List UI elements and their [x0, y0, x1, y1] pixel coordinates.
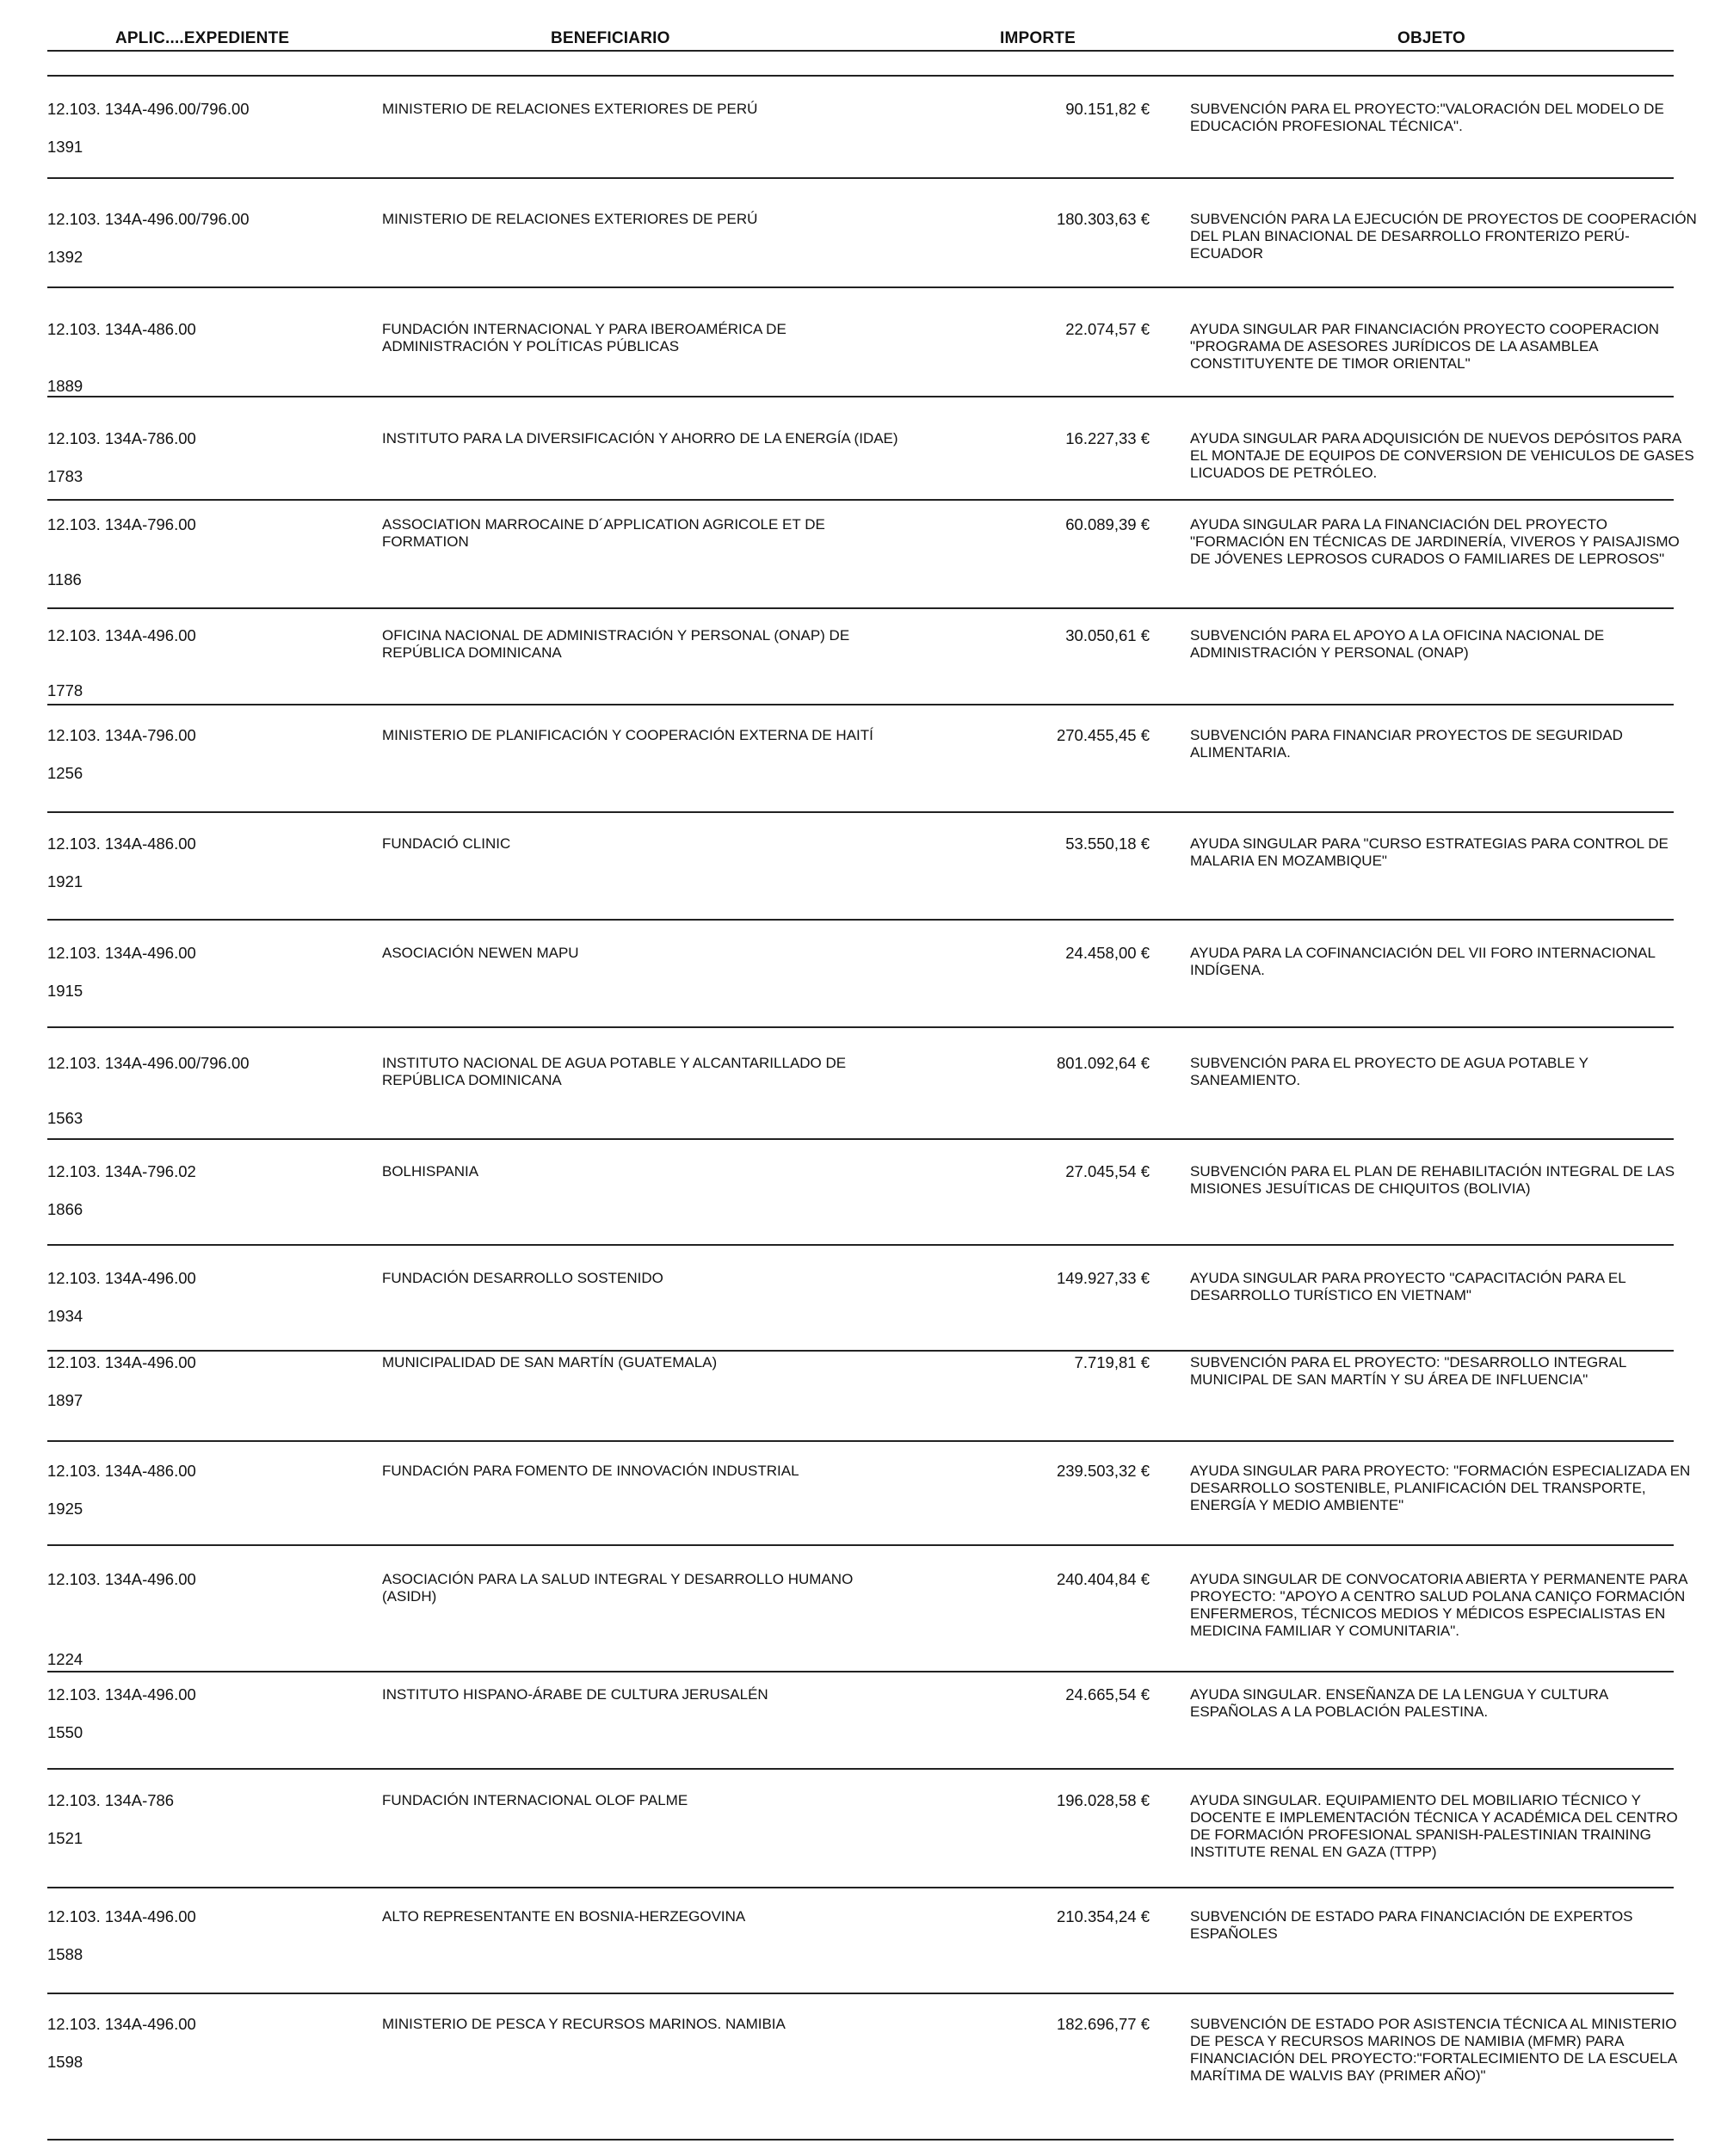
aplicacion-cell: 12.103. 134A-496.00 [47, 1685, 196, 1703]
header-top-rule [47, 50, 1674, 52]
header-bottom-rule [47, 75, 1674, 77]
objeto-cell: SUBVENCIÓN PARA EL PROYECTO: "DESARROLLO INTEGRAL MUNICIPAL DE SAN MARTÍN Y SU ÁREA DE INFLUENCIA" [1190, 1354, 1626, 1388]
objeto-cell: SUBVENCIÓN PARA EL PROYECTO DE AGUA POTABLE Y SANEAMIENTO. [1190, 1055, 1588, 1088]
expediente-cell: 1778 [47, 681, 83, 699]
aplicacion-cell: 12.103. 134A-496.00 [47, 1269, 196, 1287]
objeto-cell: SUBVENCIÓN PARA EL APOYO A LA OFICINA NACIONAL DE ADMINISTRACIÓN Y PERSONAL (ONAP) [1190, 627, 1605, 661]
importe-cell: 196.028,58 € [1056, 1791, 1150, 1809]
aplicacion-cell: 12.103. 134A-786 [47, 1791, 175, 1809]
beneficiario-cell: FUNDACIÓ CLINIC [382, 835, 511, 852]
row-separator [47, 919, 1674, 921]
importe-cell: 53.550,18 € [1065, 835, 1150, 853]
aplicacion-cell: 12.103. 134A-496.00/796.00 [47, 1054, 250, 1072]
objeto-cell: SUBVENCIÓN PARA FINANCIAR PROYECTOS DE SEGURIDAD ALIMENTARIA. [1190, 727, 1623, 761]
beneficiario-cell: MUNICIPALIDAD DE SAN MARTÍN (GUATEMALA) [382, 1354, 718, 1371]
importe-cell: 24.665,54 € [1065, 1685, 1150, 1703]
aplicacion-cell: 12.103. 134A-496.00 [47, 1570, 196, 1588]
importe-cell: 30.050,61 € [1065, 626, 1150, 644]
expediente-cell: 1921 [47, 872, 83, 890]
expediente-cell: 1897 [47, 1391, 83, 1409]
beneficiario-cell: OFICINA NACIONAL DE ADMINISTRACIÓN Y PERSONAL (ONAP) DE REPÚBLICA DOMINICANA [382, 627, 850, 661]
aplicacion-cell: 12.103. 134A-486.00 [47, 1462, 196, 1480]
beneficiario-cell: ASOCIACIÓN NEWEN MAPU [382, 945, 579, 961]
objeto-cell: AYUDA PARA LA COFINANCIACIÓN DEL VII FORO INTERNACIONAL INDÍGENA. [1190, 945, 1656, 978]
row-separator [47, 499, 1674, 501]
beneficiario-cell: BOLHISPANIA [382, 1163, 479, 1180]
header-aplic: APLIC....EXPEDIENTE [115, 29, 290, 47]
expediente-cell: 1915 [47, 982, 83, 1000]
objeto-cell: SUBVENCIÓN PARA LA EJECUCIÓN DE PROYECTOS DE COOPERACIÓN DEL PLAN BINACIONAL DE DESARROLLO FRONTERIZO PERÚ-ECUADOR [1190, 211, 1697, 262]
expediente-cell: 1392 [47, 248, 83, 266]
objeto-cell: AYUDA SINGULAR PARA "CURSO ESTRATEGIAS PARA CONTROL DE MALARIA EN MOZAMBIQUE" [1190, 835, 1669, 869]
row-separator [47, 704, 1674, 705]
header-beneficiario: BENEFICIARIO [551, 29, 670, 47]
aplicacion-cell: 12.103. 134A-496.00/796.00 [47, 100, 250, 118]
row-separator [47, 177, 1674, 179]
importe-cell: 801.092,64 € [1056, 1054, 1150, 1072]
aplicacion-cell: 12.103. 134A-496.00 [47, 2015, 196, 2033]
beneficiario-cell: ASSOCIATION MARROCAINE D´APPLICATION AGRICOLE ET DE FORMATION [382, 516, 825, 550]
header-importe: IMPORTE [1000, 29, 1076, 47]
beneficiario-cell: FUNDACIÓN INTERNACIONAL OLOF PALME [382, 1792, 688, 1808]
importe-cell: 27.045,54 € [1065, 1162, 1150, 1180]
expediente-cell: 1186 [47, 570, 82, 588]
row-separator [47, 1138, 1674, 1140]
beneficiario-cell: FUNDACIÓN PARA FOMENTO DE INNOVACIÓN INDUSTRIAL [382, 1463, 799, 1479]
importe-cell: 210.354,24 € [1056, 1907, 1150, 1925]
expediente-cell: 1783 [47, 467, 83, 485]
beneficiario-cell: FUNDACIÓN INTERNACIONAL Y PARA IBEROAMÉRICA DE ADMINISTRACIÓN Y POLÍTICAS PÚBLICAS [382, 321, 786, 354]
beneficiario-cell: INSTITUTO PARA LA DIVERSIFICACIÓN Y AHORRO DE LA ENERGÍA (IDAE) [382, 430, 898, 447]
objeto-cell: AYUDA SINGULAR DE CONVOCATORIA ABIERTA Y PERMANENTE PARA PROYECTO: "APOYO A CENTRO SALUD POLANA CANIÇO FORMACIÓN ENFERMEROS, TÉCNICOS MEDIOS Y MÉDICOS ESPECIALISTAS EN MEDICINA FAMILIAR Y COMUNITARIA". [1190, 1571, 1687, 1639]
row-separator [47, 1244, 1674, 1246]
beneficiario-cell: ASOCIACIÓN PARA LA SALUD INTEGRAL Y DESARROLLO HUMANO (ASIDH) [382, 1571, 854, 1605]
importe-cell: 16.227,33 € [1065, 429, 1150, 447]
expediente-cell: 1934 [47, 1307, 83, 1325]
objeto-cell: AYUDA SINGULAR PAR FINANCIACIÓN PROYECTO COOPERACION "PROGRAMA DE ASESORES JURÍDICOS DE LA ASAMBLEA CONSTITUYENTE DE TIMOR ORIENTAL" [1190, 321, 1660, 372]
beneficiario-cell: INSTITUTO NACIONAL DE AGUA POTABLE Y ALCANTARILLADO DE REPÚBLICA DOMINICANA [382, 1055, 847, 1088]
expediente-cell: 1224 [47, 1650, 83, 1668]
importe-cell: 24.458,00 € [1065, 944, 1150, 962]
expediente-cell: 1521 [47, 1829, 83, 1847]
aplicacion-cell: 12.103. 134A-796.00 [47, 515, 196, 533]
beneficiario-cell: ALTO REPRESENTANTE EN BOSNIA-HERZEGOVINA [382, 1908, 746, 1925]
row-separator [47, 1440, 1674, 1442]
importe-cell: 182.696,77 € [1056, 2015, 1150, 2033]
beneficiario-cell: MINISTERIO DE PLANIFICACIÓN Y COOPERACIÓN EXTERNA DE HAITÍ [382, 727, 873, 743]
aplicacion-cell: 12.103. 134A-496.00 [47, 1353, 196, 1371]
objeto-cell: AYUDA SINGULAR PARA PROYECTO "CAPACITACIÓN PARA EL DESARROLLO TURÍSTICO EN VIETNAM" [1190, 1270, 1626, 1303]
importe-cell: 22.074,57 € [1065, 320, 1150, 338]
expediente-cell: 1889 [47, 377, 83, 395]
aplicacion-cell: 12.103. 134A-786.00 [47, 429, 196, 447]
objeto-cell: AYUDA SINGULAR PARA PROYECTO: "FORMACIÓN ESPECIALIZADA EN DESARROLLO SOSTENIBLE, PLANIFICACIÓN DEL TRANSPORTE, ENERGÍA Y MEDIO AMBIENTE" [1190, 1463, 1691, 1513]
expediente-cell: 1925 [47, 1500, 83, 1518]
row-separator [47, 396, 1674, 397]
importe-cell: 239.503,32 € [1056, 1462, 1150, 1480]
expediente-cell: 1550 [47, 1723, 83, 1741]
aplicacion-cell: 12.103. 134A-796.02 [47, 1162, 196, 1180]
row-separator [47, 1887, 1674, 1888]
aplicacion-cell: 12.103. 134A-496.00 [47, 626, 196, 644]
importe-cell: 90.151,82 € [1065, 100, 1150, 118]
importe-cell: 240.404,84 € [1056, 1570, 1150, 1588]
objeto-cell: SUBVENCIÓN DE ESTADO PARA FINANCIACIÓN DE EXPERTOS ESPAÑOLES [1190, 1908, 1633, 1942]
expediente-cell: 1598 [47, 2053, 83, 2071]
objeto-cell: AYUDA SINGULAR PARA LA FINANCIACIÓN DEL PROYECTO "FORMACIÓN EN TÉCNICAS DE JARDINERÍA, VIVEROS Y PAISAJISMO DE JÓVENES LEPROSOS CURADOS O FAMILIARES DE LEPROSOS" [1190, 516, 1680, 567]
row-separator [47, 607, 1674, 609]
aplicacion-cell: 12.103. 134A-796.00 [47, 726, 196, 744]
aplicacion-cell: 12.103. 134A-496.00/796.00 [47, 210, 250, 228]
aplicacion-cell: 12.103. 134A-496.00 [47, 944, 196, 962]
beneficiario-cell: MINISTERIO DE RELACIONES EXTERIORES DE PERÚ [382, 211, 758, 227]
objeto-cell: AYUDA SINGULAR. EQUIPAMIENTO DEL MOBILIARIO TÉCNICO Y DOCENTE E IMPLEMENTACIÓN TÉCNICA Y ACADÉMICA DEL CENTRO DE FORMACIÓN PROFESIONAL SPANISH-PALESTINIAN TRAINING INSTITUTE RENAL EN GAZA (TTPP) [1190, 1792, 1678, 1860]
expediente-cell: 1588 [47, 1945, 83, 1963]
expediente-cell: 1256 [47, 764, 83, 782]
importe-cell: 180.303,63 € [1056, 210, 1150, 228]
row-separator [47, 1993, 1674, 1994]
beneficiario-cell: MINISTERIO DE RELACIONES EXTERIORES DE PERÚ [382, 101, 758, 117]
objeto-cell: AYUDA SINGULAR PARA ADQUISICIÓN DE NUEVOS DEPÓSITOS PARA EL MONTAJE DE EQUIPOS DE CONVERSION DE VEHICULOS DE GASES LICUADOS DE PETRÓLEO. [1190, 430, 1694, 481]
row-separator [47, 1350, 1674, 1352]
importe-cell: 149.927,33 € [1056, 1269, 1150, 1287]
aplicacion-cell: 12.103. 134A-496.00 [47, 1907, 196, 1925]
row-separator [47, 286, 1674, 288]
row-separator [47, 2139, 1674, 2141]
importe-cell: 270.455,45 € [1056, 726, 1150, 744]
row-separator [47, 1026, 1674, 1028]
objeto-cell: SUBVENCIÓN PARA EL PLAN DE REHABILITACIÓN INTEGRAL DE LAS MISIONES JESUÍTICAS DE CHIQUITOS (BOLIVIA) [1190, 1163, 1675, 1197]
aplicacion-cell: 12.103. 134A-486.00 [47, 835, 196, 853]
beneficiario-cell: INSTITUTO HISPANO-ÁRABE DE CULTURA JERUSALÉN [382, 1686, 768, 1703]
expediente-cell: 1563 [47, 1109, 83, 1127]
header-objeto: OBJETO [1397, 29, 1465, 47]
beneficiario-cell: MINISTERIO DE PESCA Y RECURSOS MARINOS. NAMIBIA [382, 2016, 786, 2032]
importe-cell: 7.719,81 € [1074, 1353, 1150, 1371]
row-separator [47, 1671, 1674, 1672]
objeto-cell: AYUDA SINGULAR. ENSEÑANZA DE LA LENGUA Y CULTURA ESPAÑOLAS A LA POBLACIÓN PALESTINA. [1190, 1686, 1608, 1720]
row-separator [47, 811, 1674, 813]
row-separator [47, 1544, 1674, 1546]
beneficiario-cell: FUNDACIÓN DESARROLLO SOSTENIDO [382, 1270, 663, 1286]
expediente-cell: 1866 [47, 1200, 83, 1218]
expediente-cell: 1391 [47, 138, 83, 156]
objeto-cell: SUBVENCIÓN DE ESTADO POR ASISTENCIA TÉCNICA AL MINISTERIO DE PESCA Y RECURSOS MARINOS DE NAMIBIA (MFMR) PARA FINANCIACIÓN DEL PROYECTO:"FORTALECIMIENTO DE LA ESCUELA MARÍTIMA DE WALVIS BAY (PRIMER AÑO)" [1190, 2016, 1677, 2084]
objeto-cell: SUBVENCIÓN PARA EL PROYECTO:"VALORACIÓN DEL MODELO DE EDUCACIÓN PROFESIONAL TÉCNICA". [1190, 101, 1664, 134]
row-separator [47, 1768, 1674, 1770]
aplicacion-cell: 12.103. 134A-486.00 [47, 320, 196, 338]
importe-cell: 60.089,39 € [1065, 515, 1150, 533]
